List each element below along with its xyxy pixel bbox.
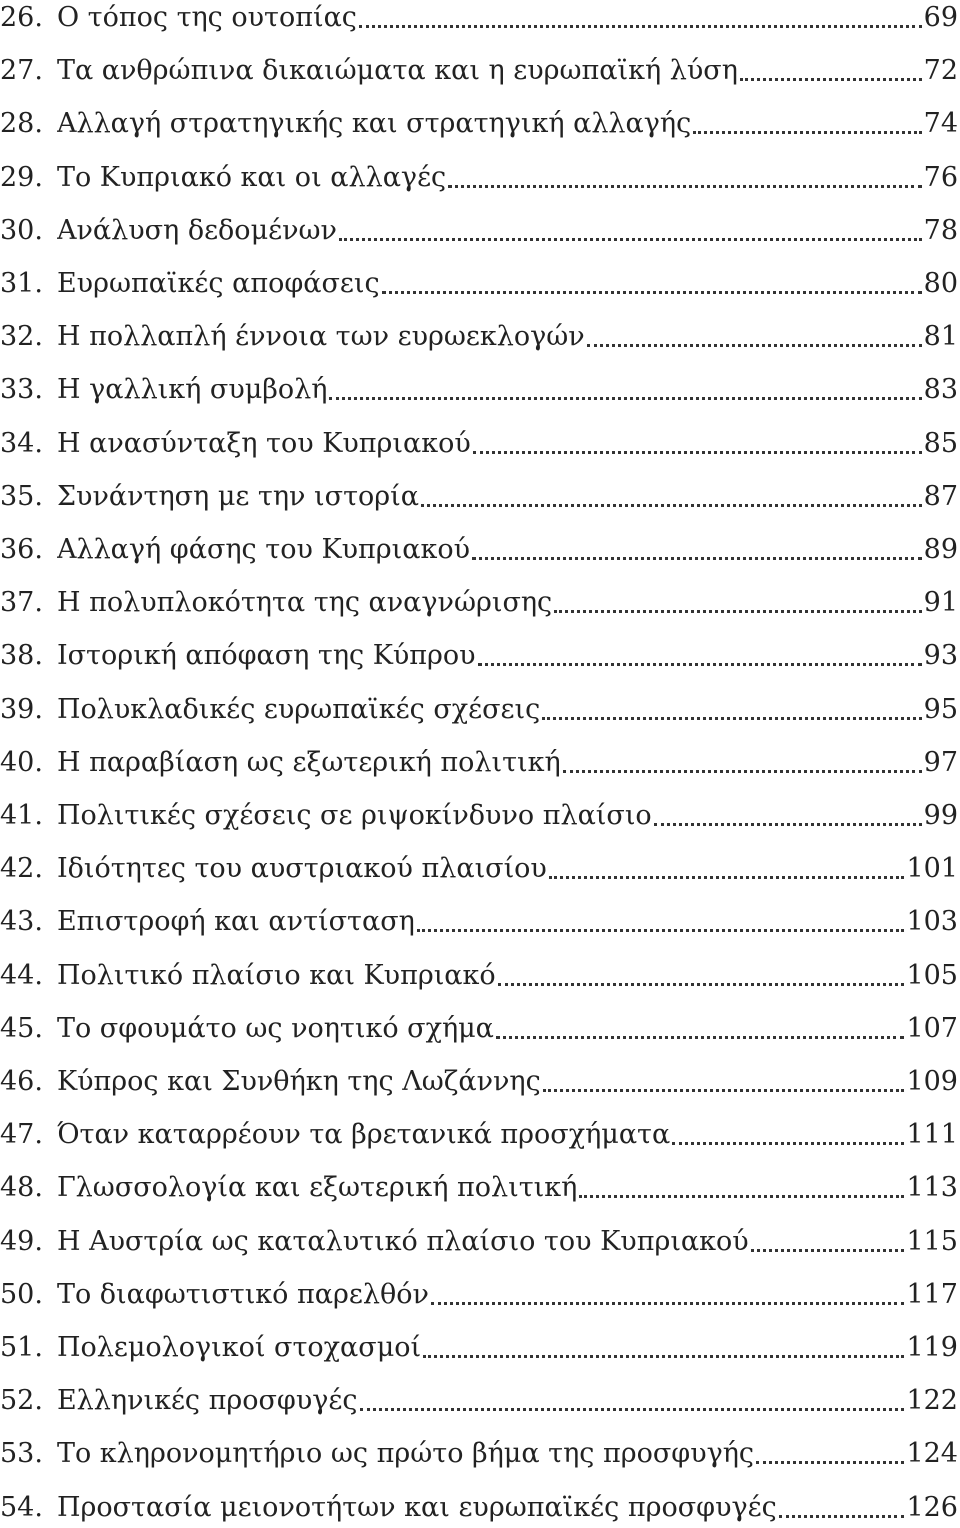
toc-entry-page-number: 80 — [923, 268, 958, 299]
dot-leader — [779, 1515, 905, 1518]
toc-entry-number: 42. — [0, 853, 43, 885]
toc-entry — [0, 1275, 958, 1315]
toc-entry-title: Ευρωπαϊκές αποφάσεις — [56, 268, 380, 299]
toc-entry — [0, 104, 958, 144]
toc-entry-number: 50. — [0, 1278, 43, 1310]
toc-entry-title: Η γαλλική συμβολή — [56, 374, 328, 406]
dot-leader — [423, 1355, 904, 1358]
toc-entry — [0, 0, 958, 38]
toc-entry — [0, 51, 958, 91]
toc-entry-number: 48. — [0, 1172, 43, 1204]
toc-entry-page-number: 72 — [923, 55, 958, 87]
toc-entry-title: Η παραβίαση ως εξωτερική πολιτική — [56, 746, 561, 778]
dot-leader — [549, 876, 905, 879]
toc-entry-number: 51. — [0, 1332, 43, 1363]
toc-entry-number: 30. — [0, 214, 43, 246]
toc-entry-title: Πολιτικές σχέσεις σε ριψοκίνδυνο πλαίσιο — [56, 800, 652, 831]
toc-entry-number: 33. — [0, 374, 43, 406]
toc-entry-page-number: 97 — [923, 746, 958, 778]
toc-entry — [0, 1328, 958, 1368]
toc-entry-page-number: 122 — [906, 1385, 958, 1417]
toc-entry — [0, 849, 958, 889]
toc-entry — [0, 264, 958, 304]
toc-entry-page-number: 119 — [906, 1332, 958, 1363]
toc-entry-number: 52. — [0, 1385, 43, 1417]
dot-leader — [498, 983, 905, 986]
toc-entry-page-number: 109 — [906, 1066, 958, 1097]
toc-entry — [0, 317, 958, 357]
toc-entry-page-number: 103 — [906, 906, 958, 938]
toc-entry — [0, 743, 958, 783]
toc-entry-title: Γλωσσολογία και εξωτερική πολιτική — [56, 1172, 578, 1204]
dot-leader — [554, 610, 921, 613]
dot-leader — [339, 238, 922, 241]
toc-entry-page-number: 95 — [923, 693, 958, 725]
dot-leader — [542, 717, 921, 720]
toc-entry — [0, 1168, 958, 1208]
toc-entry — [0, 424, 958, 464]
toc-entry-page-number: 111 — [906, 1119, 958, 1151]
toc-entry — [0, 1115, 958, 1155]
toc-entry-title: Ιστορική απόφαση της Κύπρου — [56, 640, 476, 672]
toc-entry-page-number: 83 — [923, 374, 958, 406]
toc-entry — [0, 583, 958, 623]
toc-entry-number: 37. — [0, 587, 43, 619]
toc-entry — [0, 902, 958, 942]
dot-leader — [360, 1408, 905, 1411]
dot-leader — [421, 504, 922, 507]
toc-entry-page-number: 115 — [906, 1225, 958, 1257]
dot-leader — [478, 663, 922, 666]
toc-entry-number: 27. — [0, 55, 43, 87]
toc-entry-number: 28. — [0, 108, 43, 140]
dot-leader — [543, 1089, 905, 1092]
toc-entry-title: Το σφουμάτο ως νοητικό σχήμα — [56, 1012, 494, 1044]
dot-leader — [579, 1195, 904, 1198]
toc-entry-number: 29. — [0, 161, 43, 193]
dot-leader — [587, 344, 922, 347]
toc-entry — [0, 1062, 958, 1102]
toc-entry-page-number: 107 — [906, 1012, 958, 1044]
toc-entry-number: 46. — [0, 1066, 43, 1097]
toc-entry-title: Το Κυπριακό και οι αλλαγές — [56, 161, 447, 193]
toc-entry-number: 39. — [0, 693, 43, 725]
toc-entry-page-number: 93 — [923, 640, 958, 672]
dot-leader — [417, 929, 905, 932]
dot-leader — [431, 1302, 905, 1305]
dot-leader — [329, 397, 921, 400]
dot-leader — [473, 451, 922, 454]
toc-entry — [0, 1009, 958, 1049]
toc-entry-title: Πολεμολογικοί στοχασμοί — [56, 1332, 422, 1363]
dot-leader — [496, 1036, 905, 1039]
toc-entry-page-number: 69 — [923, 2, 958, 33]
toc-entry-title: Ιδιότητες του αυστριακού πλαισίου — [56, 853, 547, 885]
toc-entry-number: 47. — [0, 1119, 43, 1151]
toc-entry-number: 35. — [0, 480, 43, 512]
toc-entry-page-number: 126 — [906, 1491, 958, 1523]
toc-entry-title: Η πολυπλοκότητα της αναγνώρισης — [56, 587, 553, 619]
dot-leader — [359, 25, 922, 28]
dot-leader — [654, 823, 922, 826]
toc-entry-number: 36. — [0, 534, 43, 565]
toc-entry-title: Συνάντηση με την ιστορία — [56, 480, 419, 512]
toc-entry-title: Αλλαγή φάσης του Κυπριακού — [56, 534, 471, 565]
toc-entry-title: Η ανασύνταξη του Κυπριακού — [56, 427, 471, 459]
toc-entry-number: 31. — [0, 268, 43, 299]
toc-entry-number: 38. — [0, 640, 43, 672]
toc-entry-page-number: 113 — [906, 1172, 958, 1204]
toc-entry — [0, 1381, 958, 1421]
dot-leader — [472, 557, 922, 560]
toc-entry — [0, 690, 958, 730]
toc-entry-number: 49. — [0, 1225, 43, 1257]
toc-entry — [0, 1222, 958, 1262]
toc-entry-number: 26. — [0, 2, 43, 33]
toc-entry-number: 43. — [0, 906, 43, 938]
toc-entry-page-number: 101 — [906, 853, 958, 885]
toc-entry-title: Ο τόπος της ουτοπίας — [56, 2, 357, 33]
toc-entry — [0, 158, 958, 198]
toc-entry-number: 41. — [0, 800, 43, 831]
toc-entry — [0, 370, 958, 410]
toc-entry-title: Ανάλυση δεδομένων — [56, 214, 337, 246]
toc-entry-page-number: 105 — [906, 959, 958, 991]
toc-entry-page-number: 76 — [923, 161, 958, 193]
toc-entry — [0, 211, 958, 251]
dot-leader — [448, 185, 921, 188]
dot-leader — [756, 1461, 904, 1464]
dot-leader — [693, 131, 921, 134]
toc-entry-title: Πολιτικό πλαίσιο και Κυπριακό — [56, 959, 496, 991]
dot-leader — [382, 291, 922, 294]
dot-leader — [563, 770, 922, 773]
toc-entry-title: Κύπρος και Συνθήκη της Λωζάννης — [56, 1066, 541, 1097]
toc-entry-title: Όταν καταρρέουν τα βρετανικά προσχήματα — [56, 1119, 671, 1151]
dot-leader — [672, 1142, 904, 1145]
toc-entry-title: Επιστροφή και αντίσταση — [56, 906, 415, 938]
toc-entry-number: 40. — [0, 746, 43, 778]
toc-entry-number: 34. — [0, 427, 43, 459]
toc-entry-page-number: 78 — [923, 214, 958, 246]
toc-entry-title: Το διαφωτιστικό παρελθόν — [56, 1278, 429, 1310]
dot-leader — [751, 1249, 905, 1252]
toc-entry-page-number: 87 — [923, 480, 958, 512]
toc-entry-page-number: 124 — [906, 1438, 958, 1470]
toc-entry-page-number: 89 — [923, 534, 958, 565]
toc-entry-page-number: 74 — [923, 108, 958, 140]
toc-entry — [0, 477, 958, 517]
dot-leader — [740, 78, 922, 81]
toc-entry-title: Προστασία μειονοτήτων και ευρωπαϊκές προσφυγές — [56, 1491, 777, 1523]
toc-entry-title: Τα ανθρώπινα δικαιώματα και η ευρωπαϊκή λύση — [56, 55, 738, 87]
toc-entry-title: Το κληρονομητήριο ως πρώτο βήμα της προσφυγής — [56, 1438, 755, 1470]
toc-entry-page-number: 81 — [923, 321, 958, 353]
toc-entry — [0, 636, 958, 676]
toc-entry-page-number: 99 — [923, 800, 958, 831]
toc-entry-page-number: 91 — [923, 587, 958, 619]
toc-entry — [0, 956, 958, 996]
toc-entry-title: Αλλαγή στρατηγικής και στρατηγική αλλαγής — [56, 108, 692, 140]
toc-entry — [0, 1488, 958, 1528]
toc-entry-title: Η πολλαπλή έννοια των ευρωεκλογών — [56, 321, 585, 353]
toc-entry — [0, 796, 958, 836]
toc-entry — [0, 530, 958, 570]
toc-entry — [0, 1434, 958, 1474]
toc-entry-number: 54. — [0, 1491, 43, 1523]
toc-entry-page-number: 85 — [923, 427, 958, 459]
toc-entry-title: Πολυκλαδικές ευρωπαϊκές σχέσεις — [56, 693, 541, 725]
toc-entry-number: 44. — [0, 959, 43, 991]
toc-entry-title: Ελληνικές προσφυγές — [56, 1385, 358, 1417]
toc-entry-number: 32. — [0, 321, 43, 353]
toc-entry-page-number: 117 — [906, 1278, 958, 1310]
toc-entry-title: Η Αυστρία ως καταλυτικό πλαίσιο του Κυπριακού — [56, 1225, 749, 1257]
toc-entry-number: 45. — [0, 1012, 43, 1044]
toc-entry-number: 53. — [0, 1438, 43, 1470]
